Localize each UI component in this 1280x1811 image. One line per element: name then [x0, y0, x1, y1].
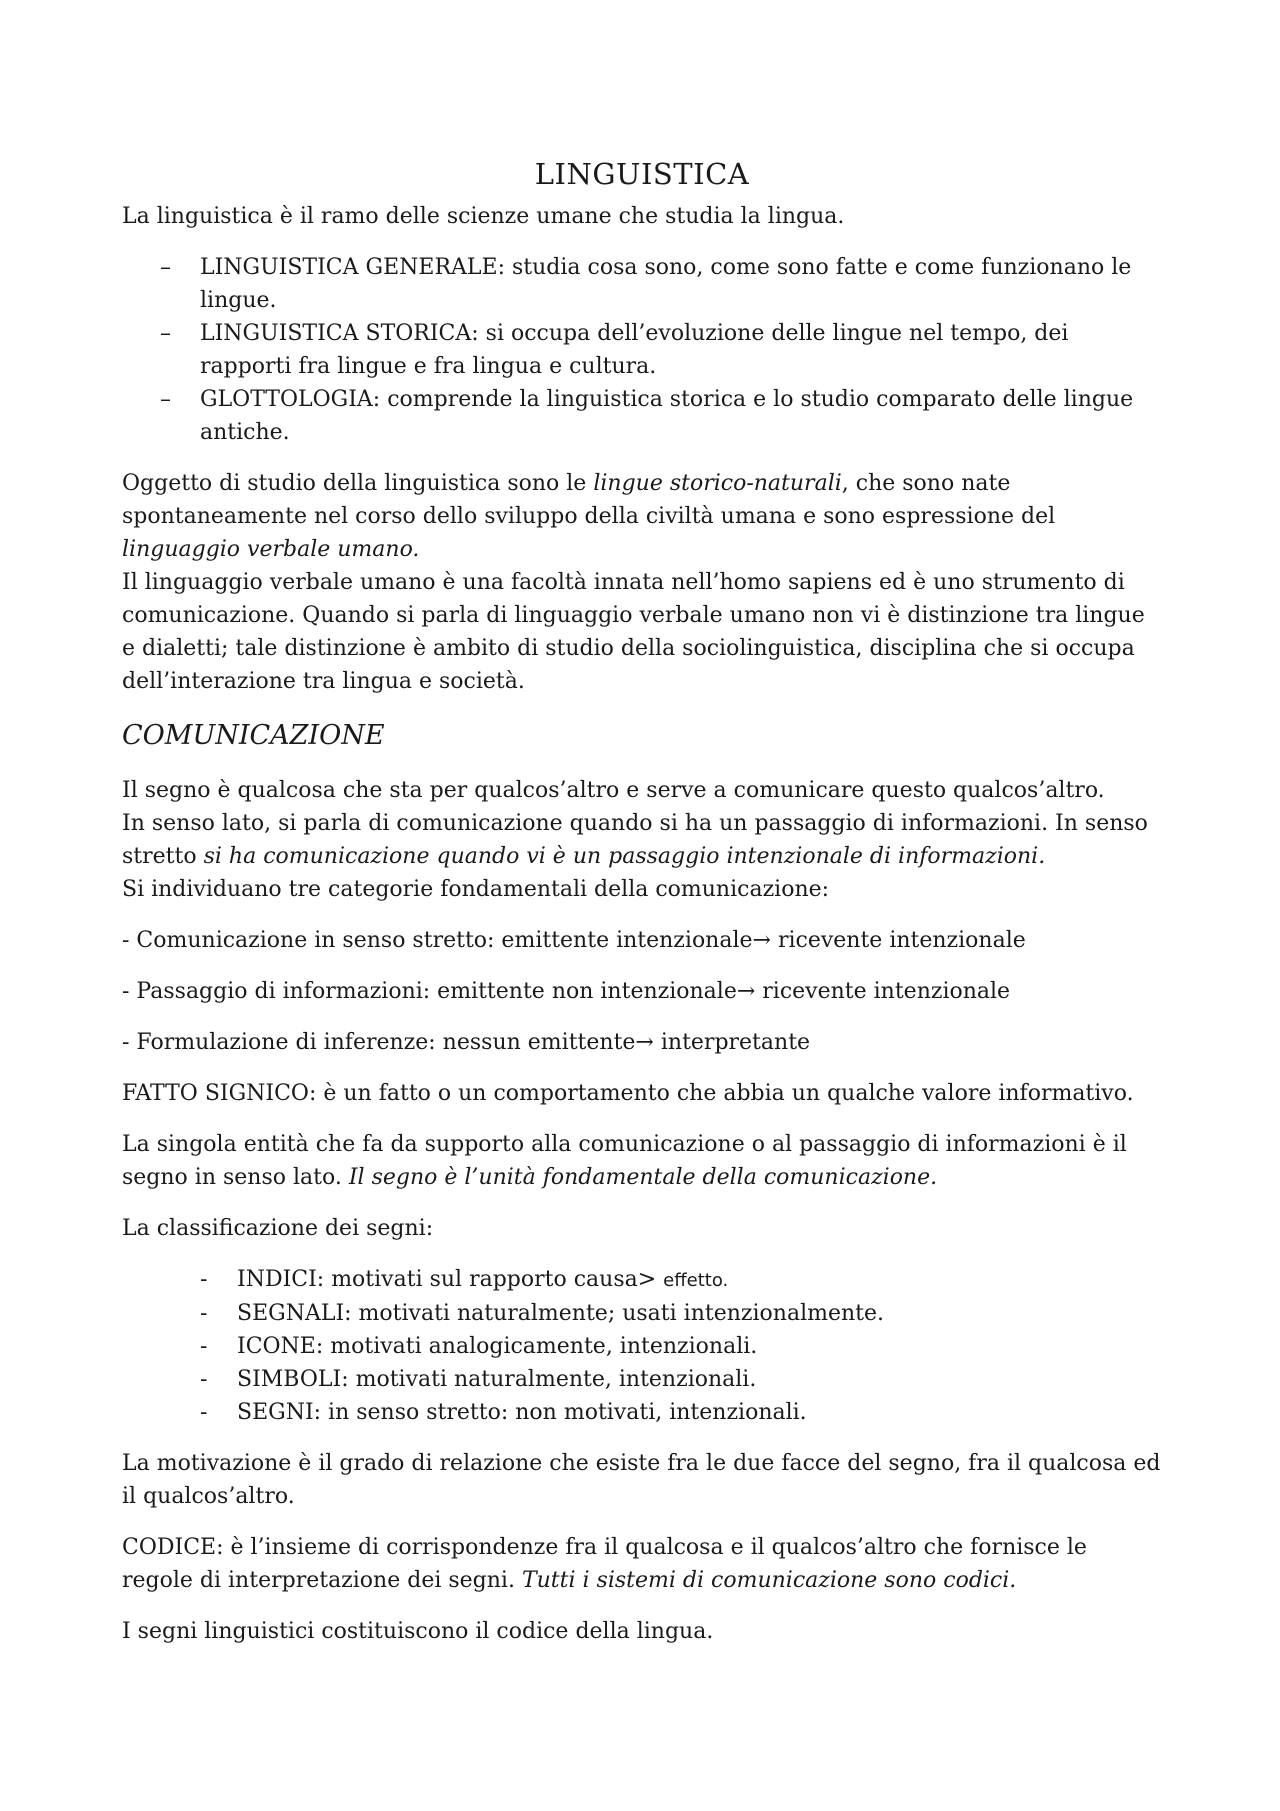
oggetto-italic-2: linguaggio verbale umano.: [122, 537, 420, 562]
fatto-signico-paragraph: FATTO SIGNICO: è un fatto o un comportamento che abbia un qualche valore informativo.: [122, 1081, 1134, 1106]
categoria-item: - Comunicazione in senso stretto: emittente intenzionale→ ricevente intenzionale: [122, 928, 1026, 953]
list-item-text: LINGUISTICA STORICA: si occupa dell’evoluzione delle lingue nel tempo, dei rapporti fra lingue e fra lingua e cultura.: [200, 321, 1069, 379]
entita-italic: Il segno è l’unità fondamentale della comunicazione.: [348, 1165, 938, 1190]
categoria-item: - Formulazione di inferenze: nessun emittente→ interpretante: [122, 1030, 811, 1055]
oggetto-italic-1: lingue storico-naturali: [593, 471, 842, 496]
categorie-intro: Si individuano tre categorie fondamentali della comunicazione:: [122, 877, 830, 902]
dash-marker: –: [160, 255, 171, 280]
list-item: [122, 251, 1162, 317]
list-item: [122, 1330, 1162, 1363]
list-item-extra: effetto.: [663, 1270, 729, 1291]
hyphen-marker: -: [200, 1267, 208, 1292]
classificazione-list: [122, 1263, 1162, 1429]
codice-text: CODICE: è l’insieme di corrispondenze fra il qualcosa e il qualcos’altro che fornisce le regole di interpretazione dei segni.: [122, 1535, 1087, 1593]
classificazione-intro: La classificazione dei segni:: [122, 1216, 434, 1241]
list-item: [122, 1363, 1162, 1396]
conclusione-paragraph: I segni linguistici costituiscono il codice della lingua.: [122, 1619, 714, 1644]
list-item: [122, 383, 1162, 449]
senso-text: In senso lato, si parla di comunicazione quando si ha un passaggio di informazioni. In senso stretto: [122, 811, 1148, 869]
senso-italic: si ha comunicazione quando vi è un passaggio intenzionale di informazioni.: [203, 844, 1046, 869]
list-item: [122, 317, 1162, 383]
oggetto-text-1: Oggetto di studio della linguistica sono le: [122, 471, 594, 496]
list-item-text: ICONE: motivati analogicamente, intenzionali.: [237, 1334, 758, 1359]
linguaggio-paragraph: Il linguaggio verbale umano è una facoltà innata nell’homo sapiens ed è uno strumento di comunicazione. Quando si parla di linguaggio verbale umano non vi è distinzione tra lingue e dialetti; tale distinzione è ambito di studio della sociolinguistica, disciplina che si occupa dell’interazione tra lingua e società.: [122, 570, 1145, 694]
document-body: [122, 152, 1162, 1666]
list-item-text: SEGNI: in senso stretto: non motivati, intenzionali.: [237, 1400, 807, 1425]
list-item-text: INDICI: motivati sul rapporto causa>: [237, 1267, 664, 1292]
branches-list: [122, 251, 1162, 449]
section-heading: COMUNICAZIONE: [122, 720, 385, 751]
dash-marker: –: [160, 387, 171, 412]
page-title: LINGUISTICA: [534, 157, 750, 191]
list-item-text: GLOTTOLOGIA: comprende la linguistica storica e lo studio comparato delle lingue antiche.: [200, 387, 1134, 445]
list-item: [122, 1263, 1162, 1297]
senso-paragraph: [122, 807, 1162, 873]
list-item-text: SIMBOLI: motivati naturalmente, intenzionali.: [237, 1367, 757, 1392]
categoria-item: - Passaggio di informazioni: emittente non intenzionale→ ricevente intenzionale: [122, 979, 1011, 1004]
codice-italic: Tutti i sistemi di comunicazione sono codici.: [521, 1568, 1017, 1593]
segno-definition: Il segno è qualcosa che sta per qualcos’altro e serve a comunicare questo qualcos’altro.: [122, 778, 1105, 803]
entita-paragraph: [122, 1128, 1162, 1194]
oggetto-text-2: , che sono nate spontaneamente nel corso dello sviluppo della civiltà umana e sono espressione del: [122, 471, 1056, 529]
intro-paragraph: La linguistica è il ramo delle scienze umane che studia la lingua.: [122, 204, 845, 229]
hyphen-marker: -: [200, 1334, 208, 1359]
dash-marker: –: [160, 321, 171, 346]
hyphen-marker: -: [200, 1400, 208, 1425]
codice-paragraph: [122, 1531, 1162, 1597]
hyphen-marker: -: [200, 1367, 208, 1392]
motivazione-paragraph: La motivazione è il grado di relazione che esiste fra le due facce del segno, fra il qualcosa ed il qualcos’altro.: [122, 1451, 1161, 1509]
hyphen-marker: -: [200, 1301, 208, 1326]
list-item: [122, 1297, 1162, 1330]
oggetto-paragraph: [122, 467, 1162, 566]
list-item-text: LINGUISTICA GENERALE: studia cosa sono, come sono fatte e come funzionano le lingue.: [200, 255, 1132, 313]
list-item: [122, 1396, 1162, 1429]
list-item-text: SEGNALI: motivati naturalmente; usati intenzionalmente.: [237, 1301, 885, 1326]
entita-text: La singola entità che fa da supporto alla comunicazione o al passaggio di informazioni è il segno in senso lato.: [122, 1132, 1127, 1190]
